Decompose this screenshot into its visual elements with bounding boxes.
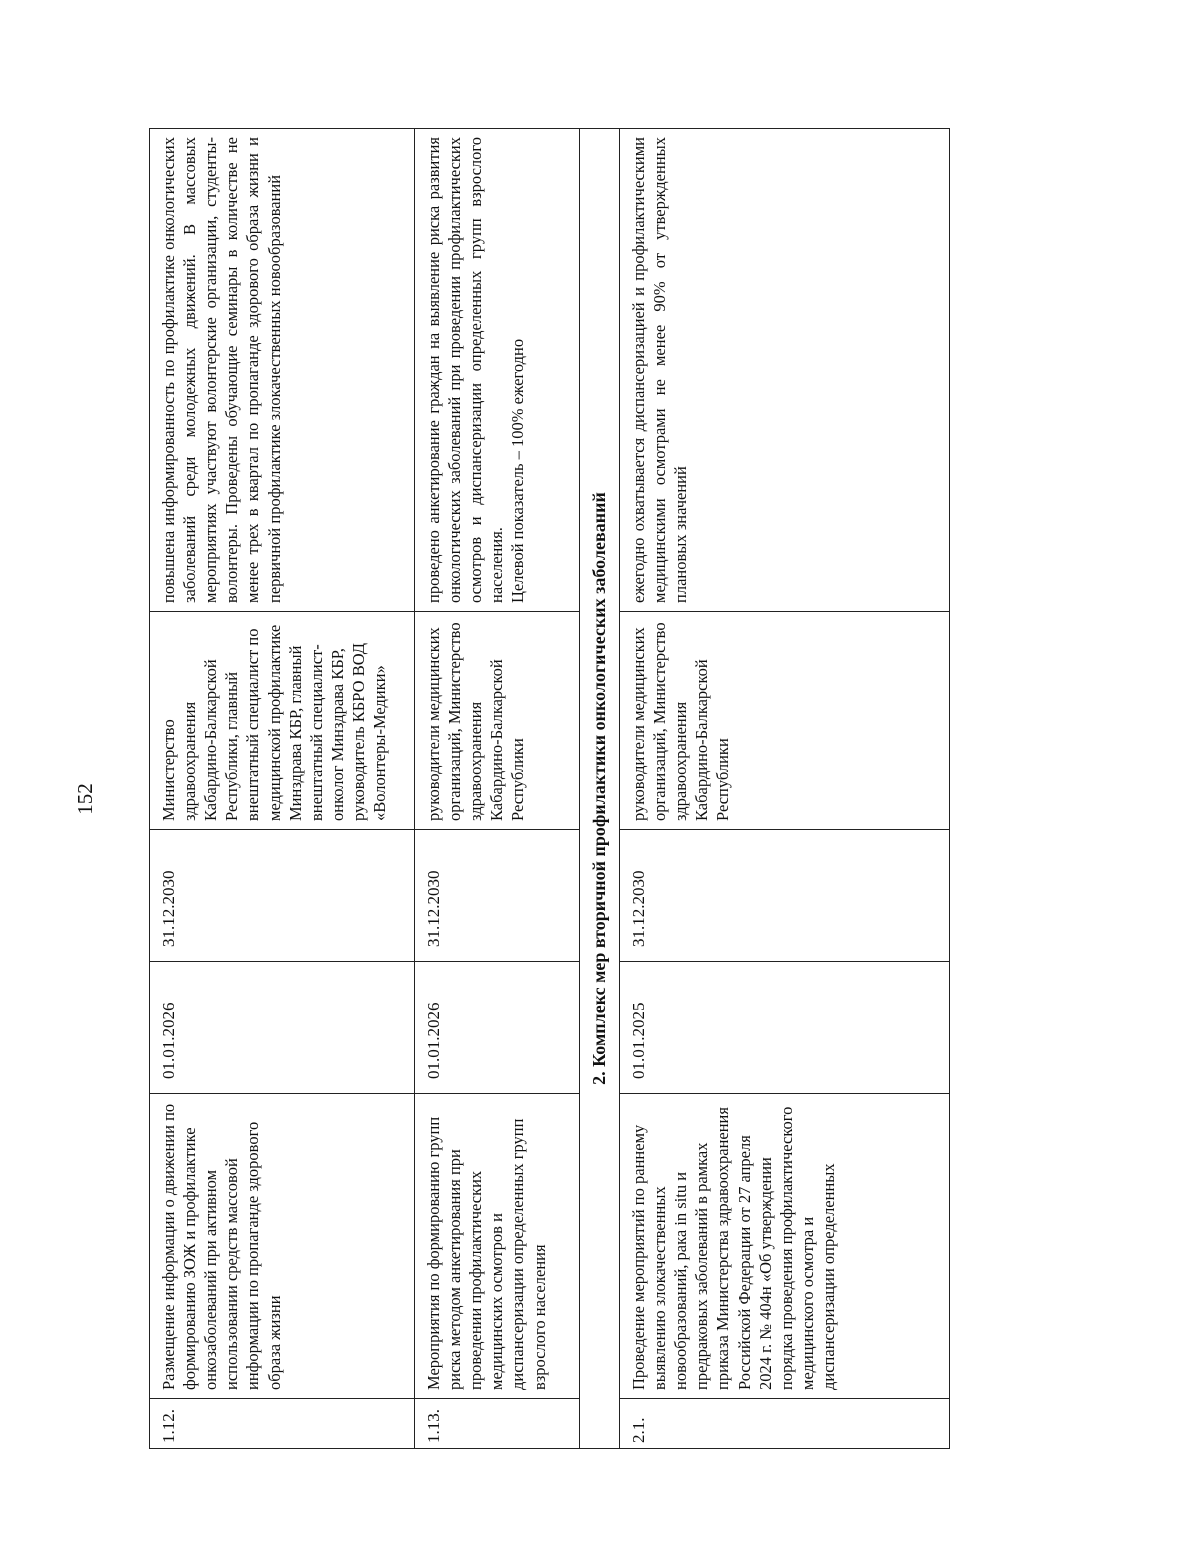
activity-cell: Размещение информации о движении по формированию ЗОЖ и профилактике онкозаболеваний при активном использовании средств массовой информации по пропаганде здорового образа жизни	[150, 1094, 415, 1399]
start-date-cell: 01.01.2026	[415, 962, 580, 1094]
end-date-cell: 31.12.2030	[150, 830, 415, 962]
table-row	[620, 129, 950, 1449]
activity-cell: Проведение мероприятий по раннему выявлению злокачественных новообразований, рака in situ и предраковых заболеваний в рамках приказа Министерства здравоохранения Российской Федерации от 27 апреля 2024 г. № 404н «Об утверждении порядка проведения профилактического медицинского осмотра и диспансеризации определенных	[620, 1094, 950, 1399]
result-cell: ежегодно охватывается диспансеризацией и профилактическими медицинскими осмотрами не менее 90% от утвержденных плановых значений	[620, 129, 950, 612]
start-date-cell: 01.01.2026	[150, 962, 415, 1094]
result-text: проведено анкетирование граждан на выявление риска развития онкологических заболеваний при проведении профилактических осмотров и диспансеризации определенных групп взрослого населения.	[424, 137, 507, 603]
end-date-cell: 31.12.2030	[620, 830, 950, 962]
row-number: 1.12.	[150, 1399, 415, 1449]
table-row	[415, 129, 580, 1449]
end-date-cell: 31.12.2030	[415, 830, 580, 962]
responsible-cell: Министерство здравоохранения Кабардино-Балкарской Республики, главный внештатный специалист по медицинской профилактике Минздрава КБР, главный внештатный специалист-онколог Минздрава КБР, руководитель КБРО ВОД «Волонтеры-Медики»	[150, 612, 415, 830]
table-row	[150, 129, 415, 1449]
start-date-cell: 01.01.2025	[620, 962, 950, 1094]
result-cell: повышена информированность по профилактике онкологических заболеваний среди молодежных движений. В массовых мероприятиях участвуют волонтерские организации, студенты-волонтеры. Проведены обучающие семинары в количестве не менее трех в квартал по пропаганде здорового образа жизни и первичной профилактике злокачественных новообразований	[150, 129, 415, 612]
section-header-row	[580, 129, 620, 1449]
activity-cell: Мероприятия по формированию групп риска методом анкетирования при проведении профилактических медицинских осмотров и диспансеризации определенных групп взрослого населения	[415, 1094, 580, 1399]
row-number: 2.1.	[620, 1399, 950, 1449]
measures-table	[149, 128, 950, 1449]
row-number: 1.13.	[415, 1399, 580, 1449]
rotated-document-page	[55, 109, 1175, 1489]
responsible-cell: руководители медицинских организаций, Министерство здравоохранения Кабардино-Балкарской Республики	[415, 612, 580, 830]
section-title: 2. Комплекс мер вторичной профилактики онкологических заболеваний	[580, 129, 620, 1449]
responsible-cell: руководители медицинских организаций, Министерство здравоохранения Кабардино-Балкарской Республики	[620, 612, 950, 830]
result-cell	[415, 129, 580, 612]
page-number: 152	[73, 783, 97, 815]
result-target: Целевой показатель – 100% ежегодно	[508, 338, 528, 603]
